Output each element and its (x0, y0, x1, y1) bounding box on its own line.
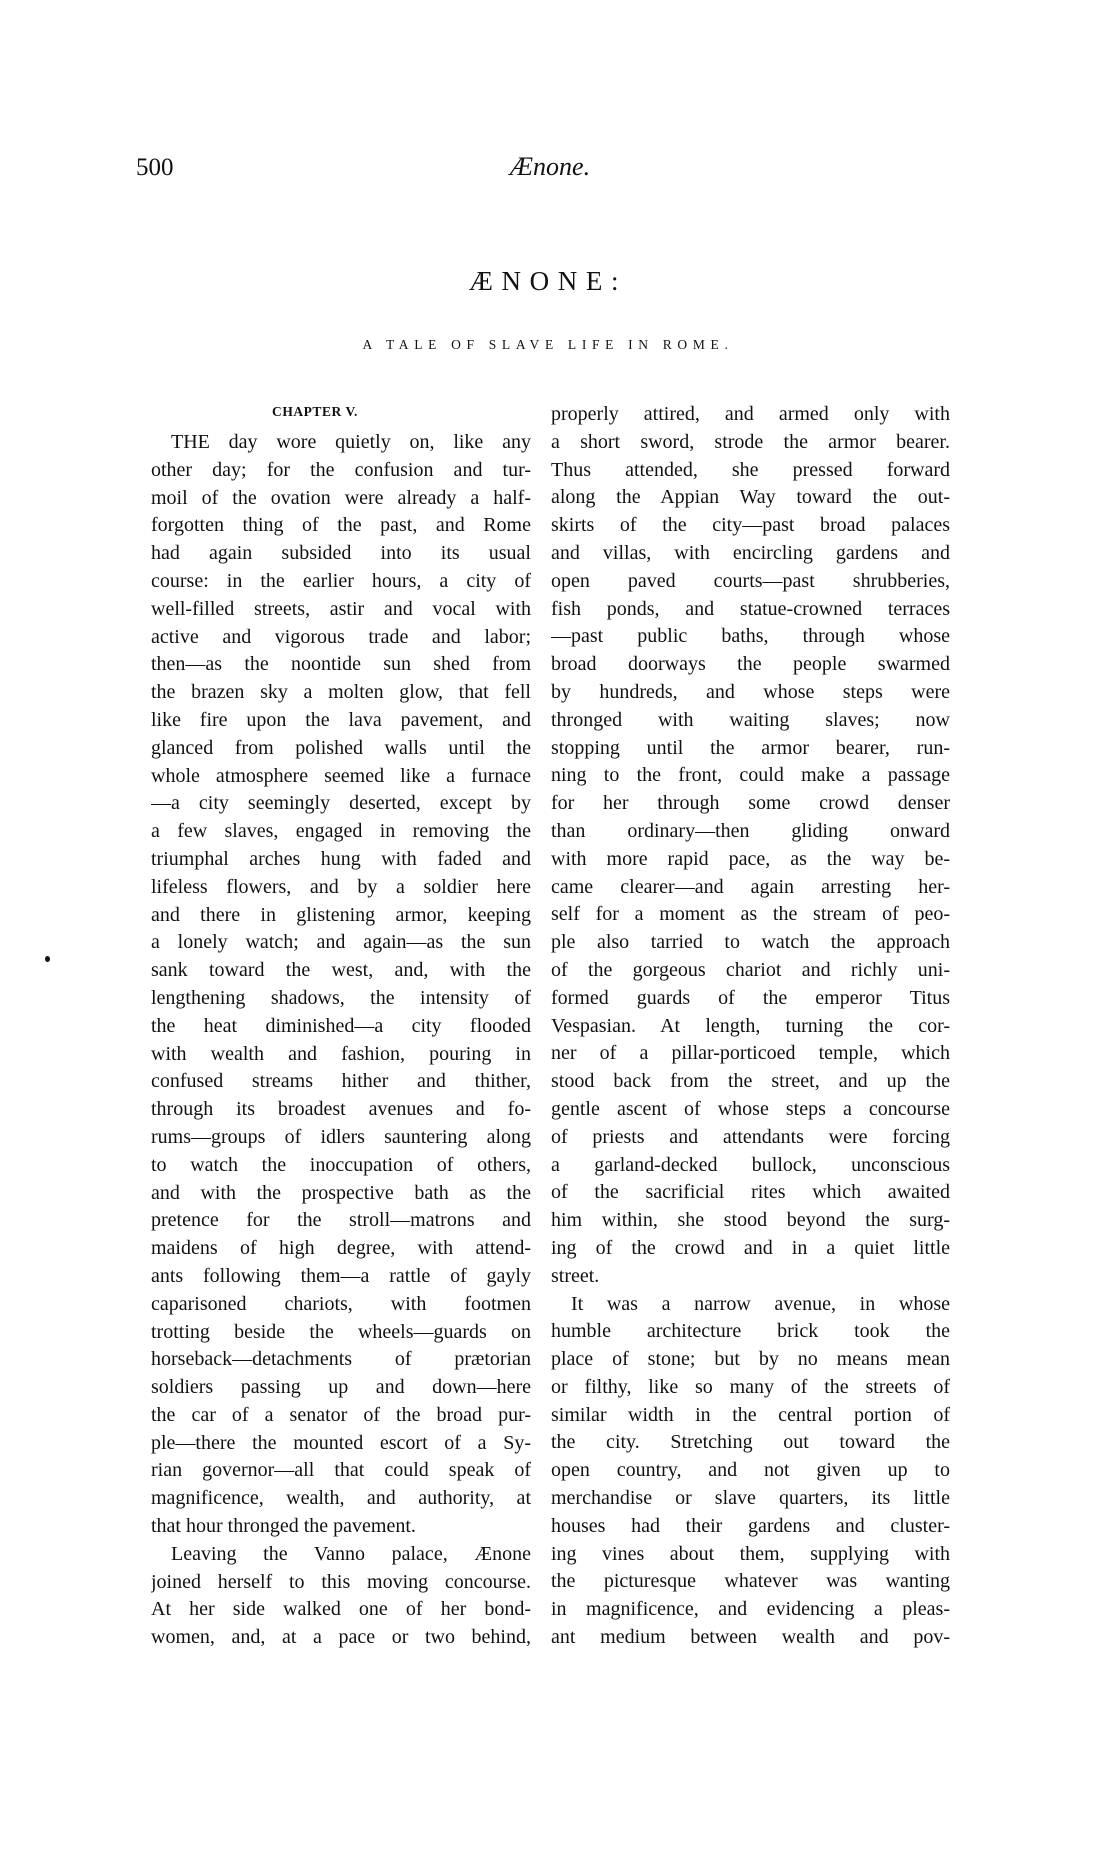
text-line: Vespasian. At length, turning the cor- (551, 1014, 950, 1037)
text-line: him within, she stood beyond the surg- (551, 1209, 950, 1232)
text-line: of priests and attendants were forcing (551, 1125, 950, 1148)
story-subtitle: A TALE OF SLAVE LIFE IN ROME. (362, 337, 734, 352)
text-line: active and vigorous trade and labor; (151, 625, 531, 648)
text-line: moil of the ovation were already a half- (151, 486, 531, 509)
text-line: magnificence, wealth, and authority, at (151, 1487, 531, 1510)
text-line: the city. Stretching out toward the (551, 1431, 950, 1454)
text-line: ant medium between wealth and pov- (551, 1626, 950, 1649)
text-line: sank toward the west, and, with the (151, 959, 531, 982)
text-line: caparisoned chariots, with footmen (151, 1292, 531, 1315)
text-line: open country, and not given up to (551, 1459, 950, 1482)
text-line: open paved courts—past shrubberies, (551, 569, 950, 592)
text-line: ning to the front, could make a passage (551, 764, 950, 787)
text-line: ple also tarried to watch the approach (551, 931, 950, 954)
text-line: through its broadest avenues and fo- (151, 1098, 531, 1121)
text-line: whole atmosphere seemed like a furnace (151, 764, 531, 787)
text-line: lifeless flowers, and by a soldier here (151, 875, 531, 898)
text-line: triumphal arches hung with faded and (151, 847, 531, 870)
text-line: and with the prospective bath as the (151, 1181, 531, 1204)
text-line: self for a moment as the stream of peo- (551, 903, 950, 926)
text-line: properly attired, and armed only with (551, 403, 950, 425)
text-line: or filthy, like so many of the streets of (551, 1375, 950, 1398)
text-line: well-filled streets, astir and vocal with (151, 597, 531, 620)
text-line: with more rapid pace, as the way be- (551, 847, 950, 870)
text-line: to watch the inoccupation of others, (151, 1153, 531, 1176)
text-line: houses had their gardens and cluster- (551, 1514, 950, 1537)
text-line: place of stone; but by no means mean (551, 1348, 950, 1371)
text-line: and villas, with encircling gardens and (551, 541, 950, 564)
running-title (0, 152, 1096, 182)
text-line: gentle ascent of whose steps a concourse (551, 1097, 950, 1120)
text-line: forgotten thing of the past, and Rome (151, 514, 531, 537)
text-line: similar width in the central portion of (551, 1403, 950, 1426)
text-line: along the Appian Way toward the out- (551, 486, 950, 509)
text-line: maidens of high degree, with attend- (151, 1237, 531, 1260)
text-line: the car of a senator of the broad pur- (151, 1403, 531, 1426)
text-line: formed guards of the emperor Titus (551, 986, 950, 1009)
chapter-heading: CHAPTER V. (272, 404, 358, 419)
text-line: for her through some crowd denser (551, 792, 950, 815)
text-line: pretence for the stroll—matrons and (151, 1209, 531, 1232)
text-line: broad doorways the people swarmed (551, 653, 950, 676)
text-line: glanced from polished walls until the (151, 736, 531, 759)
text-line: trotting beside the wheels—guards on (151, 1320, 531, 1343)
text-line: ner of a pillar-porticoed temple, which (551, 1042, 950, 1065)
text-line: stood back from the street, and up the (551, 1070, 950, 1093)
text-line: street. (551, 1264, 600, 1287)
text-line: ing vines about them, supplying with (551, 1542, 950, 1565)
text-line: a short sword, strode the armor bearer. (551, 430, 950, 453)
text-line: other day; for the confusion and tur- (151, 458, 531, 481)
text-line: merchandise or slave quarters, its little (551, 1487, 950, 1510)
text-line: and there in glistening armor, keeping (151, 903, 531, 926)
text-line: Leaving the Vanno palace, Ænone (171, 1542, 531, 1565)
text-line: At her side walked one of her bond- (151, 1598, 531, 1621)
text-line: humble architecture brick took the (551, 1320, 950, 1343)
text-line: THE day wore quietly on, like any (171, 431, 531, 453)
text-line: stopping until the armor bearer, run- (551, 736, 950, 759)
text-line: ants following them—a rattle of gayly (151, 1264, 531, 1287)
text-line: a garland-decked bullock, unconscious (551, 1153, 950, 1176)
text-line: —past public baths, through whose (551, 625, 950, 648)
text-line: with wealth and fashion, pouring in (151, 1042, 531, 1065)
text-line: of the sacrificial rites which awaited (551, 1181, 950, 1204)
text-line: women, and, at a pace or two behind, (151, 1626, 531, 1649)
text-line: like fire upon the lava pavement, and (151, 708, 531, 731)
text-line: lengthening shadows, the intensity of (151, 986, 531, 1009)
text-line: than ordinary—then gliding onward (551, 819, 950, 842)
running-title-text: Ænone. (509, 152, 591, 181)
text-line: that hour thronged the pavement. (151, 1515, 416, 1538)
text-line: soldiers passing up and down—here (151, 1376, 531, 1399)
text-line: course: in the earlier hours, a city of (151, 569, 531, 592)
text-line: rian governor—all that could speak of (151, 1459, 531, 1482)
text-line: fish ponds, and statue-crowned terraces (551, 597, 950, 620)
text-line: ing of the crowd and in a quiet little (551, 1236, 950, 1259)
text-line: a lonely watch; and again—as the sun (151, 931, 531, 954)
text-line: —a city seemingly deserted, except by (151, 792, 531, 815)
text-line: skirts of the city—past broad palaces (551, 514, 950, 537)
text-line: Thus attended, she pressed forward (551, 458, 950, 481)
text-line: joined herself to this moving concourse. (151, 1570, 531, 1593)
text-line: rums—groups of idlers sauntering along (151, 1125, 531, 1148)
story-title: ÆNONE: (468, 266, 628, 296)
text-line: confused streams hither and thither, (151, 1070, 531, 1093)
text-line: then—as the noontide sun shed from (151, 653, 531, 676)
stray-ink-mark (45, 956, 50, 962)
text-line: of the gorgeous chariot and richly uni- (551, 958, 950, 981)
text-line: the brazen sky a molten glow, that fell (151, 681, 531, 704)
text-line: ple—there the mounted escort of a Sy- (151, 1431, 531, 1454)
text-line: in magnificence, and evidencing a pleas- (551, 1598, 950, 1621)
page-number: 500 (136, 154, 174, 181)
text-line: the picturesque whatever was wanting (551, 1570, 950, 1593)
text-line: came clearer—and again arresting her- (551, 875, 950, 898)
text-column-left (151, 429, 531, 1652)
text-line: had again subsided into its usual (151, 542, 531, 565)
text-line: thronged with waiting slaves; now (551, 708, 950, 731)
text-line: horseback—detachments of prætorian (151, 1348, 531, 1371)
text-line: It was a narrow avenue, in whose (571, 1292, 950, 1315)
text-line: a few slaves, engaged in removing the (151, 820, 531, 843)
text-column-right (551, 401, 950, 1652)
text-line: the heat diminished—a city flooded (151, 1014, 531, 1037)
text-line: by hundreds, and whose steps were (551, 680, 950, 703)
